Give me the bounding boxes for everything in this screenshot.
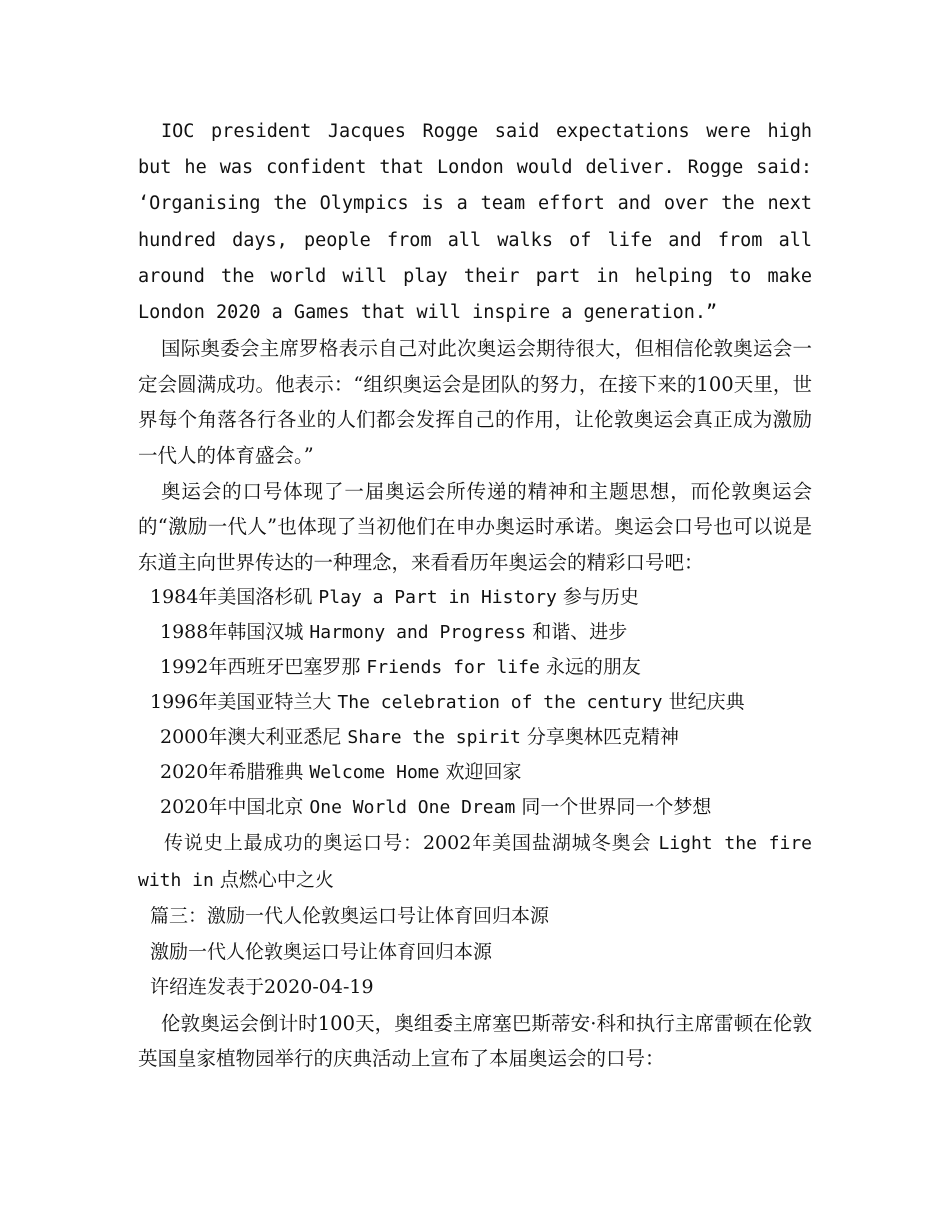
slogan-chinese: 参与历史 (562, 586, 639, 609)
slogan-year-city: 1988年韩国汉城 (160, 621, 304, 644)
slogan-year-city: 1984年美国洛杉矶 (150, 586, 313, 609)
paragraph-legendary-slogan (138, 825, 812, 899)
slogan-chinese: 和谐、进步 (532, 621, 628, 644)
legend-prefix: 传说史上最成功的奥运口号：2002年美国盐湖城冬奥会 (164, 832, 652, 855)
slogan-english: One World One Dream (309, 797, 516, 819)
paragraph-rogge-chinese: 国际奥委会主席罗格表示自己对此次奥运会期待很大，但相信伦敦奥运会一定会圆满成功。他表示：“组织奥运会是团队的努力，在接下来的100天里，世界每个角落各行各业的人们都会发挥自己的作用，让伦敦奥运会真正成为激励一代人的体育盛会。” (138, 337, 812, 467)
slogan-english: Harmony and Progress (309, 622, 527, 644)
article-title: 激励一代人伦敦奥运口号让体育回归本源 (150, 940, 493, 963)
slogan-year-city: 1996年美国亚特兰大 (150, 691, 332, 714)
slogan-item (138, 720, 812, 755)
slogan-english: Friends for life (366, 657, 540, 679)
paragraph-rogge-english: IOC president Jacques Rogge said expectations were high but he was confident that London would deliver. Rogge said: ‘Organising the Olympics is a team effort and over the next hundred days, people from all walks of life and from all around the world will play their part in helping to make London 2020 a Games that will inspire a generation.” (138, 121, 812, 324)
slogan-item (138, 790, 812, 825)
slogan-item (138, 650, 812, 685)
slogan-english: Play a Part in History (318, 587, 557, 609)
slogan-english: Share the spirit (347, 727, 521, 749)
slogan-chinese: 世纪庆典 (668, 691, 745, 714)
slogan-item (138, 685, 812, 720)
slogan-year-city: 2000年澳大利亚悉尼 (160, 726, 342, 749)
section-heading: 篇三：激励一代人伦敦奥运口号让体育回归本源 (150, 905, 550, 928)
slogan-year-city: 1992年西班牙巴塞罗那 (160, 656, 361, 679)
slogan-chinese: 同一个世界同一个梦想 (521, 796, 712, 819)
slogan-year-city: 2020年中国北京 (160, 796, 304, 819)
slogan-item (138, 580, 812, 615)
slogan-year-city: 2020年希腊雅典 (160, 761, 304, 784)
slogan-item (138, 755, 812, 790)
legend-english: Light the fire with in (138, 833, 813, 892)
document-body (138, 114, 812, 1077)
slogan-english: The celebration of the century (337, 692, 663, 714)
slogan-list (138, 580, 812, 825)
slogan-chinese: 欢迎回家 (445, 761, 522, 784)
article-byline: 许绍连发表于2020-04-19 (150, 976, 374, 999)
slogan-english: Welcome Home (309, 762, 440, 784)
slogan-chinese: 永远的朋友 (545, 656, 641, 679)
legend-chinese: 点燃心中之火 (219, 869, 334, 892)
slogan-chinese: 分享奥林匹克精神 (526, 726, 679, 749)
paragraph-slogan-intro: 奥运会的口号体现了一届奥运会所传递的精神和主题思想，而伦敦奥运会的“激励一代人”也体现了当初他们在申办奥运时承诺。奥运会口号也可以说是东道主向世界传达的一种理念，来看看历年奥运会的精彩口号吧： (138, 479, 812, 574)
slogan-item (138, 615, 812, 650)
paragraph-article-body: 伦敦奥运会倒计时100天，奥组委主席塞巴斯蒂安·科和执行主席雷顿在伦敦英国皇家植物园举行的庆典活动上宣布了本届奥运会的口号： (138, 1011, 812, 1071)
